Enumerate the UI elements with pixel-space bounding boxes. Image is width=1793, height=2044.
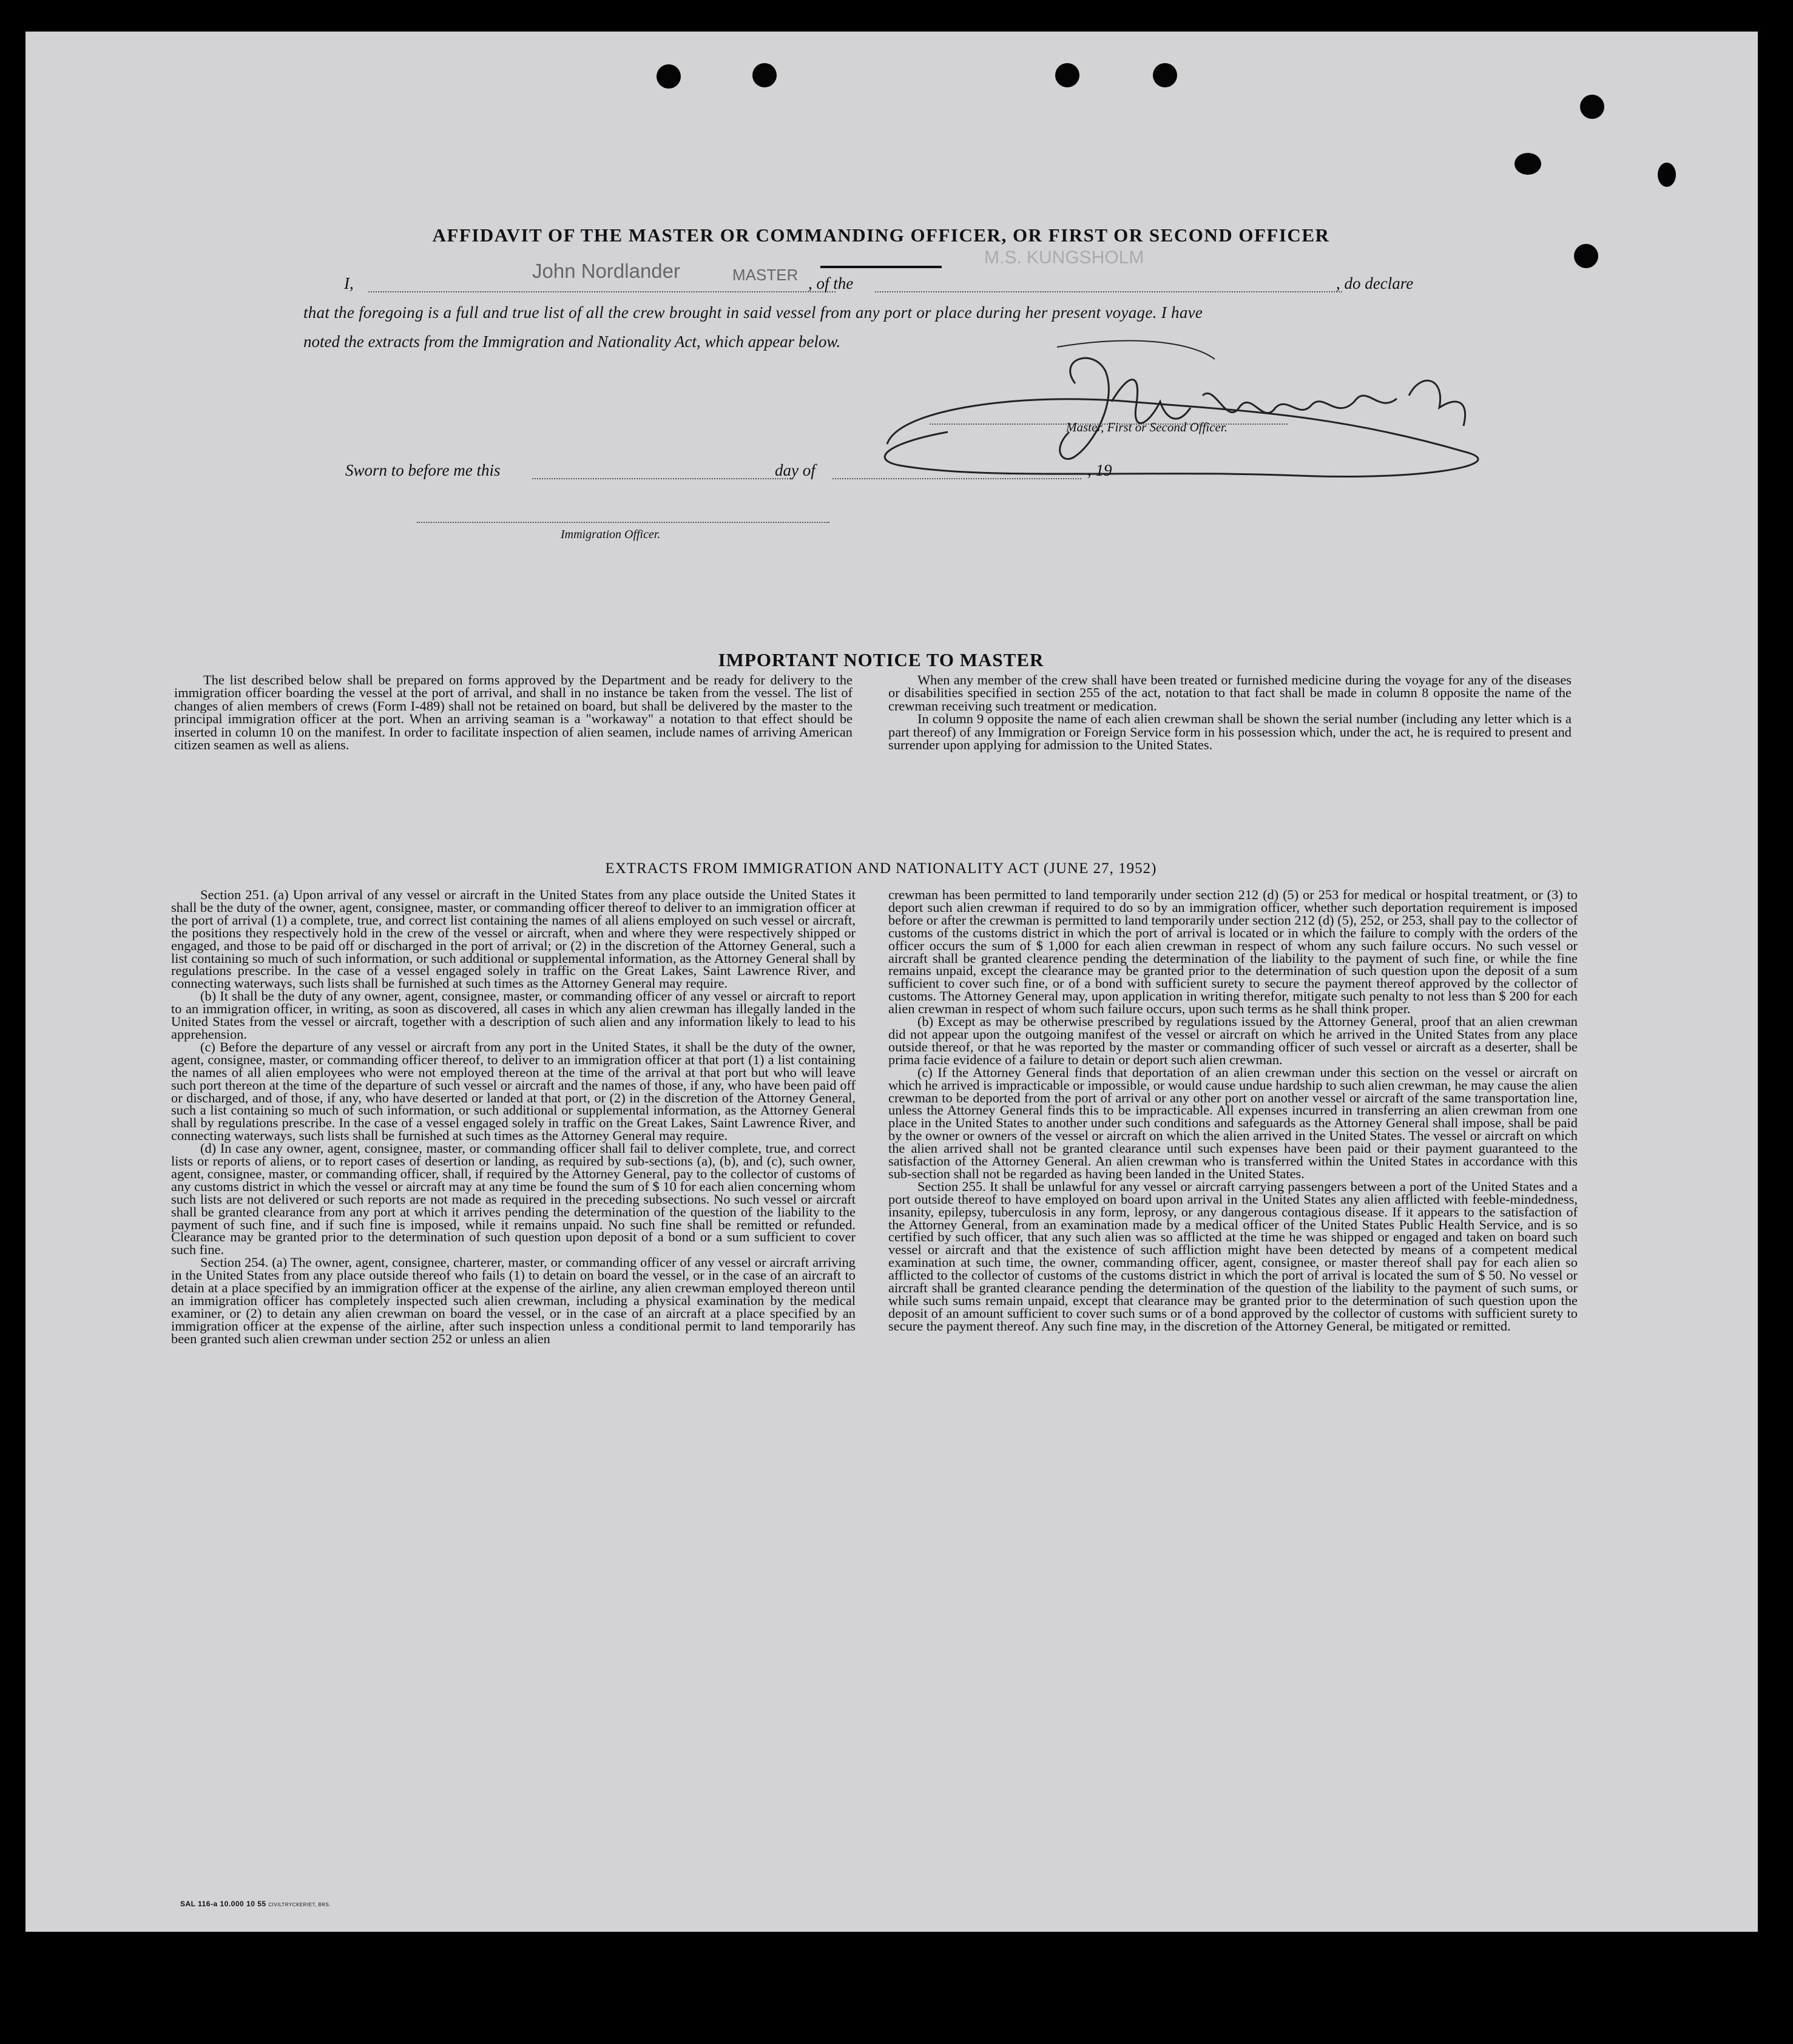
- year-prefix: , 19: [1087, 461, 1112, 479]
- do-declare-label: , do declare: [1336, 274, 1414, 292]
- affidavit-line-3: noted the extracts from the Immigration and Nationality Act, which appear below.: [303, 332, 841, 351]
- master-signature: [875, 335, 1512, 505]
- extracts-title: EXTRACTS FROM IMMIGRATION AND NATIONALITY ACT (JUNE 27, 1952): [605, 860, 1157, 877]
- notice-left-text: [174, 673, 853, 751]
- master-name: John Nordlander: [532, 260, 680, 282]
- extract-section-251b: (b) It shall be the duty of any owner, agent, consignee, master, or commanding officer of any vessel or aircraft to report to an immigration officer, in writing, as soon as discovered, all cases in which any alien crewman has illegally landed in the United States from the vessel or aircraft, together with a description of such alien and any information likely to lead to his apprehension.: [171, 988, 856, 1042]
- notice-right-paragraph-1: When any member of the crew shall have been treated or furnished medicine during the voyage for any of the diseases or disabilities specified in section 255 of the act, notation to that fact shall be made in column 8 opposite the name of the crewman receiving such treatment or medication.: [888, 672, 1572, 713]
- document-page: [25, 32, 1758, 1932]
- extract-section-254c: (c) If the Attorney General finds that deportation of an alien crewman under this section on the vessel or aircraft on which he arrived is impracticable or impossible, or would cause undue hardship to such alien crewman, he may cause the alien crewman to be deported from the port of arrival or any other port on another vessel or aircraft of the same transportation line, unless the Attorney General finds this to be impracticable. All expenses incurred in transferring an alien crewman from one place in the United States to another under such conditions and safeguards as the Attorney General shall impose, shall be paid by the owner or owners of the vessel or aircraft on which the alien arrived in the United States. The vessel or aircraft on which the alien arrived shall not be granted clearance until such expenses have been paid or their payment guaranteed to the satisfaction of the Attorney General. An alien crewman who is transferred within the United States in accordance with this sub-section shall not be regarded as having been landed in the United States.: [888, 1064, 1578, 1181]
- title-rule: [820, 266, 942, 268]
- notice-right-paragraph-2: In column 9 opposite the name of each alien crewman shall be shown the serial number (including any letter which is a part thereof) of any Immigration or Foreign Service form in his possession which, under the act, he is required to present and surrender upon applying for admission to the United States.: [888, 711, 1572, 753]
- vessel-name: M.S. KUNGSHOLM: [984, 248, 1144, 268]
- notice-title: IMPORTANT NOTICE TO MASTER: [718, 649, 1044, 670]
- extract-section-251d: (d) In case any owner, agent, consignee, master, or commanding officer shall fail to deliver complete, true, and correct lists or reports of aliens, or to report cases of desertion or landing, as required by sub-sections (a), (b), and (c), such owner, agent, consignee, master, or commanding officer, shall, if required by the Attorney General, pay to the collector of customs of any customs district in which the vessel or aircraft may at any time be found the sum of $ 10 for each alien concerning whom such lists are not delivered or such reports are not made as required in the preceding subsections. No such vessel or aircraft shall be granted clearance from any port at which it arrives pending the determination of the question of the liability to the payment of such fine, and if such fine is imposed, while it remains unpaid. No such fine shall be remitted or refunded. Clearance may be granted prior to the determination of such question upon deposit of a bond or a sum sufficient to cover such fine.: [171, 1141, 856, 1258]
- master-name-line: [368, 291, 836, 292]
- punch-hole-3: [1055, 63, 1079, 87]
- of-the-label: , of the: [808, 274, 854, 292]
- extracts-left-column: [171, 889, 856, 1346]
- officer-caption: Master, First or Second Officer.: [1066, 420, 1227, 434]
- punch-hole-5: [1580, 95, 1604, 119]
- punch-hole-8: [1574, 244, 1598, 268]
- punch-hole-6: [1514, 153, 1541, 175]
- affidavit-title: AFFIDAVIT OF THE MASTER OR COMMANDING OFFICER, OR FIRST OR SECOND OFFICER: [432, 224, 1330, 246]
- i-label: I,: [344, 274, 354, 292]
- form-footer: [180, 1900, 331, 1908]
- extract-section-255: Section 255. It shall be unlawful for any vessel or aircraft carrying passengers between a port of the United States and a port outside thereof to have employed on board upon arrival in the United States any alien afflicted with feeble-mindedness, insanity, epilepsy, tuberculosis in any form, leprosy, or any dangerous contagious disease. If it appears to the satisfaction of the Attorney General, from an examination made by a medical officer of the United States Public Health Service, and is so certified by such officer, that any such alien was so afflicted at the time he was shipped or engaged and taken on board such vessel or aircraft and that the existence of such affliction might have been detected by means of a competent medical examination at such time, the owner, commanding officer, agent, consignee, or master thereof shall pay for each alien so afflicted to the collector of customs of the customs district in which the port of arrival is located the sum of $ 50. No vessel or aircraft shall be granted clearance pending the determination of the question of the liability to the payment of such sums, or while such sums remain unpaid, except that clearance may be granted prior to the determination of such question upon the deposit of an amount sufficient to cover such sums or of a bond approved by the collector of customs with sufficient surety to secure the payment thereof. Any such fine may, in the discretion of the Attorney General, be mitigated or remitted.: [888, 1178, 1578, 1334]
- immigration-officer-caption: Immigration Officer.: [561, 528, 661, 541]
- notice-left-paragraph: The list described below shall be prepared on forms approved by the Department and be ready for delivery to the immigration officer boarding the vessel at the port of arrival, and shall in no instance be taken from the vessel. The list of changes of alien members of crews (Form I-489) shall not be retained on board, but shall be delivered by the master to the principal immigration officer at the port. When an arriving seaman is a "workaway" a notation to that effect should be inserted in column 10 on the manifest. In order to facilitate inspection of alien seamen, include names of arriving American citizen seamen as well as aliens.: [174, 672, 853, 753]
- notice-right-text: [888, 673, 1572, 751]
- extract-section-251c: (c) Before the departure of any vessel or aircraft from any port in the United States, it shall be the duty of the owner, agent, consignee, master, or commanding officer thereof, to deliver to an immigration officer at that port (1) a list containing the names of all alien employees who were not employed thereon at the time of the arrival at that port but who will leave such port thereon at the time of the departure of such vessel or aircraft and the names of those, if any, who have been paid off or discharged, and of those, if any, who have deserted or landed at that port, or (2) in the discretion of the Attorney General, such a list containing so much of such information, or such additional or supplemental information, as the Attorney General shall by regulations prescribe. In the case of a vessel engaged solely in traffic on the Great Lakes, Saint Lawrence River, and connecting waterways, such lists shall be furnished at such times as the Attorney General may require.: [171, 1039, 856, 1144]
- extract-section-254b: (b) Except as may be otherwise prescribed by regulations issued by the Attorney General, proof that an alien crewman did not appear upon the outgoing manifest of the vessel or aircraft on which he arrived in the United States from any place outside thereof, or that he was reported by the master or commanding officer of such vessel or aircraft as a deserter, shall be prima facie evidence of a failure to detain or deport such alien crewman.: [888, 1014, 1578, 1067]
- sworn-label: Sworn to before me this: [345, 461, 501, 479]
- sworn-month-line: [832, 478, 1081, 479]
- printer-name: CIVILTRYCKERIET, BRS.: [268, 1902, 331, 1907]
- punch-hole-1: [657, 64, 681, 89]
- punch-hole-2: [752, 63, 777, 87]
- master-title: MASTER: [732, 266, 799, 284]
- extract-section-251a: Section 251. (a) Upon arrival of any vessel or aircraft in the United States from any place outside the United States it shall be the duty of the owner, agent, consignee, master, or commanding officer thereof to deliver to an immigration officer at the port of arrival (1) a complete, true, and correct list containing the names of all aliens employed on such vessel or aircraft, the positions they respectively hold in the crew of the vessel or aircraft, when and where they were respectively shipped or engaged, and those to be paid off or discharged in the port of arrival; or (2) in the discretion of the Attorney General, such a list containing so much of such information, or such additional or supplemental information, as the Attorney General shall by regulations prescribe. In the case of a vessel engaged solely in traffic on the Great Lakes, Saint Lawrence River, and connecting waterways, such lists shall be furnished at such times as the Attorney General may require.: [171, 887, 856, 991]
- form-code: SAL 116-a 10.000 10 55: [180, 1900, 266, 1908]
- day-of-label: day of: [775, 461, 815, 479]
- punch-hole-7: [1658, 163, 1676, 187]
- punch-hole-4: [1153, 63, 1177, 87]
- extract-section-254a-cont: crewman has been permitted to land temporarily under section 212 (d) (5) or 253 for medical or hospital treatment, or (3) to deport such alien crewman if required to do so by an immigration officer, whether such deportation requirement is imposed before or after the crewman is permitted to land temporarily under section 212 (d) (5), 252, or 253, shall pay to the collector of customs of the customs district in which the port of arrival is located or in which the failure to comply with the orders of the officer occurs the sum of $ 1,000 for each alien crewman in respect of whom any such failure occurs. No such vessel or aircraft shall be granted clearence pending the determination of the liability to the payment of such fine, or while the fine remains unpaid, except the clearance may be granted prior to the determination of such question upon the deposit of a sum sufficient to cover such fine, or of a bond with sufficient surety to secure the payment thereof approved by the collector of customs. The Attorney General may, upon application in writing therefor, mitigate such penalty to not less than $ 200 for each alien crewman in respect of whom such failure occurs, upon such terms as he shall think proper.: [888, 887, 1578, 1017]
- immigration-officer-line: [417, 522, 829, 523]
- extract-section-254a: Section 254. (a) The owner, agent, consignee, charterer, master, or commanding officer of any vessel or aircraft arriving in the United States from any place outside thereof who fails (1) to detain on board the vessel, or in the case of an aircraft to detain at a place specified by an immigration officer at the expense of the airline, any alien crewman employed thereon until an immigration officer has completely inspected such alien crewman, including a physical examination by the medical examiner, or (2) to detain any alien crewman on board the vessel, or in the case of an aircraft at a place specified by an immigration officer at the expense of the airline, after such inspection unless a conditional permit to land temporarily has been granted such alien crewman under section 252 or unless an alien: [171, 1255, 856, 1346]
- sworn-day-line: [532, 478, 793, 479]
- extracts-right-column: [888, 889, 1578, 1333]
- vessel-name-line: [875, 291, 1342, 292]
- affidavit-line-2: that the foregoing is a full and true list of all the crew brought in said vessel from any port or place during her present voyage. I have: [303, 303, 1203, 322]
